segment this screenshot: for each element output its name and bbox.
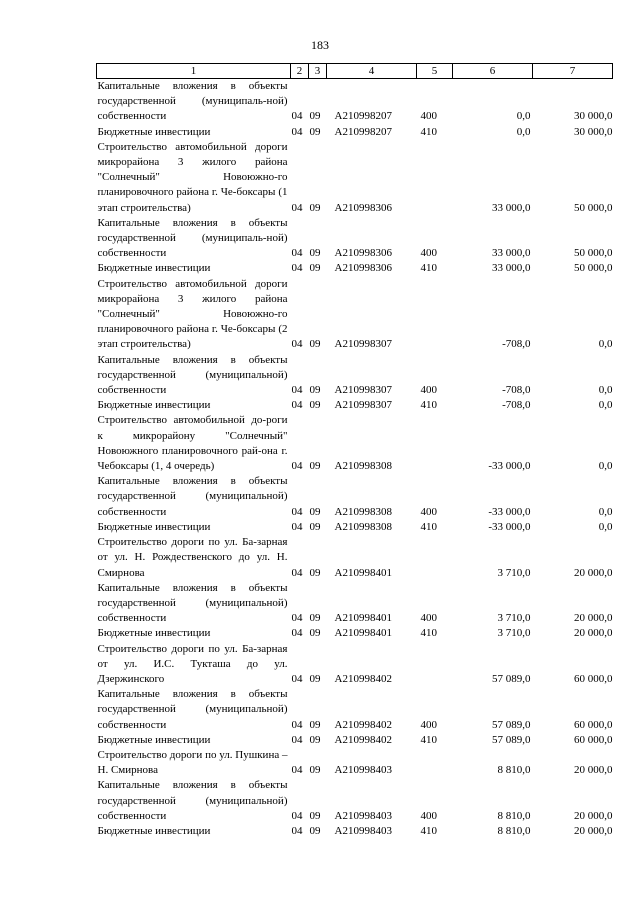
table-body (97, 79, 613, 840)
row-expense-type: 400 (420, 809, 437, 822)
table-header (97, 64, 613, 79)
row-subsection: 09 (309, 718, 321, 731)
table-row (97, 79, 613, 125)
row-section: 04 (291, 201, 303, 214)
column-header-4: 4 (327, 64, 417, 79)
table-row (97, 261, 613, 276)
row-target-code: А210998306 (334, 262, 392, 275)
row-subsection: 09 (309, 201, 321, 214)
row-target-code: А210998401 (334, 627, 392, 640)
row-expense-type: 400 (420, 612, 437, 625)
row-value-col7: 50 000,0 (574, 201, 613, 214)
row-name: Строительство дороги по ул. Ба-зарная от ул. Н. Рождественского до ул. Н. Смирнова (97, 536, 288, 579)
row-value-col6: -708,0 (502, 338, 531, 351)
row-value-col6: 57 089,0 (492, 718, 531, 731)
row-name: Капитальные вложения в объекты государственной (муниципаль-ной) собственности (97, 216, 288, 260)
row-name: Капитальные вложения в объекты государственной (муниципальной) собственности (97, 581, 288, 625)
row-expense-type: 410 (420, 262, 437, 275)
row-target-code: А210998401 (334, 566, 392, 579)
row-value-col6: -708,0 (502, 399, 531, 412)
row-name: Строительство автомобильной до-роги к микрорайону "Солнечный" Новоюжного планировочного рай-она г. Чебоксары (1, 4 очередь) (97, 414, 288, 473)
row-subsection: 09 (309, 460, 321, 473)
row-expense-type (417, 140, 453, 216)
row-target-code: А210998403 (334, 824, 392, 837)
row-target-code: А210998308 (334, 505, 392, 518)
row-value-col7: 0,0 (598, 399, 613, 412)
row-section: 04 (291, 612, 303, 625)
row-value-col7: 50 000,0 (574, 247, 613, 260)
row-expense-type (417, 277, 453, 353)
column-header-7: 7 (533, 64, 613, 79)
column-header-1: 1 (97, 64, 291, 79)
row-value-col7: 0,0 (598, 338, 613, 351)
table-row (97, 626, 613, 641)
row-section: 04 (291, 110, 303, 123)
row-name: Бюджетные инвестиции (97, 824, 211, 837)
row-subsection: 09 (309, 566, 321, 579)
row-value-col6: 57 089,0 (492, 733, 531, 746)
row-value-col7: 0,0 (598, 505, 613, 518)
row-subsection: 09 (309, 110, 321, 123)
row-target-code: А210998403 (334, 764, 392, 777)
row-target-code: А210998403 (334, 809, 392, 822)
row-subsection: 09 (309, 824, 321, 837)
row-subsection: 09 (309, 520, 321, 533)
row-section: 04 (291, 384, 303, 397)
row-target-code: А210998308 (334, 460, 392, 473)
row-value-col7: 0,0 (598, 520, 613, 533)
row-section: 04 (291, 718, 303, 731)
row-name: Строительство автомобильной дороги микрорайона 3 жилого района "Солнечный" Новоюжно-го планировочного района г. Че-боксары (1 этап строительства) (97, 140, 288, 214)
row-section: 04 (291, 125, 303, 138)
table-row (97, 216, 613, 262)
row-name: Капитальные вложения в объекты государственной (муниципальной) собственности (97, 779, 288, 822)
row-subsection: 09 (309, 672, 321, 685)
row-name: Бюджетные инвестиции (97, 733, 211, 746)
row-value-col6: 0,0 (516, 125, 531, 138)
row-value-col7: 20 000,0 (574, 627, 613, 640)
table-row (97, 733, 613, 748)
row-expense-type: 410 (420, 824, 437, 837)
row-value-col7: 30 000,0 (574, 110, 613, 123)
row-subsection: 09 (309, 338, 321, 351)
row-target-code: А210998307 (334, 338, 392, 351)
row-section: 04 (291, 262, 303, 275)
row-value-col7: 60 000,0 (574, 672, 613, 685)
row-section: 04 (291, 399, 303, 412)
row-name: Капитальные вложения в объекты государственной (муниципаль-ной) собственности (97, 80, 288, 123)
table-row (97, 535, 613, 581)
header-row (97, 64, 613, 79)
table-row (97, 398, 613, 413)
row-value-col6: 3 710,0 (497, 566, 531, 579)
row-value-col7: 30 000,0 (574, 125, 613, 138)
column-header-2: 2 (291, 64, 309, 79)
row-value-col6: 33 000,0 (492, 247, 531, 260)
row-value-col7: 20 000,0 (574, 612, 613, 625)
row-section: 04 (291, 733, 303, 746)
row-section: 04 (291, 460, 303, 473)
row-value-col6: -33 000,0 (488, 460, 531, 473)
row-target-code: А210998307 (334, 384, 392, 397)
row-subsection: 09 (309, 612, 321, 625)
row-value-col6: 33 000,0 (492, 262, 531, 275)
row-section: 04 (291, 566, 303, 579)
row-expense-type (417, 413, 453, 474)
column-header-5: 5 (417, 64, 453, 79)
row-name: Бюджетные инвестиции (97, 125, 211, 138)
row-expense-type: 400 (420, 718, 437, 731)
row-expense-type: 400 (420, 505, 437, 518)
row-value-col6: 3 710,0 (497, 612, 531, 625)
row-target-code: А210998307 (334, 399, 392, 412)
table-row (97, 413, 613, 474)
table-row (97, 687, 613, 733)
row-value-col7: 20 000,0 (574, 764, 613, 777)
row-section: 04 (291, 809, 303, 822)
row-value-col6: -33 000,0 (488, 520, 531, 533)
row-value-col7: 20 000,0 (574, 809, 613, 822)
row-target-code: А210998402 (334, 718, 392, 731)
table-row (97, 474, 613, 520)
row-subsection: 09 (309, 733, 321, 746)
page-number: 183 (311, 38, 329, 52)
row-subsection: 09 (309, 247, 321, 260)
row-name: Бюджетные инвестиции (97, 399, 211, 412)
row-value-col7: 0,0 (598, 384, 613, 397)
table-row (97, 140, 613, 216)
row-target-code: А210998402 (334, 672, 392, 685)
row-name: Бюджетные инвестиции (97, 627, 211, 640)
row-target-code: А210998401 (334, 612, 392, 625)
table-row (97, 581, 613, 627)
row-value-col7: 0,0 (598, 460, 613, 473)
row-section: 04 (291, 247, 303, 260)
row-name: Капитальные вложения в объекты государственной (муниципальной) собственности (97, 475, 288, 518)
table-row (97, 824, 613, 839)
row-value-col7: 60 000,0 (574, 733, 613, 746)
row-subsection: 09 (309, 505, 321, 518)
row-subsection: 09 (309, 399, 321, 412)
table-row (97, 277, 613, 353)
row-value-col6: 0,0 (516, 110, 531, 123)
row-value-col7: 20 000,0 (574, 566, 613, 579)
table-row (97, 778, 613, 824)
row-name: Бюджетные инвестиции (97, 262, 211, 275)
row-expense-type: 410 (420, 733, 437, 746)
row-value-col7: 20 000,0 (574, 824, 613, 837)
row-name: Строительство дороги по ул. Ба-зарная от ул. И.С. Тукташа до ул. Дзержинского (97, 642, 288, 685)
row-expense-type: 410 (420, 125, 437, 138)
row-section: 04 (291, 338, 303, 351)
row-target-code: А210998207 (334, 110, 392, 123)
row-section: 04 (291, 672, 303, 685)
row-value-col7: 60 000,0 (574, 718, 613, 731)
row-expense-type (417, 642, 453, 688)
row-name: Строительство автомобильной дороги микрорайона 3 жилого района "Солнечный" Новоюжно-го планировочного района г. Че-боксары (2 этап строительства) (97, 277, 288, 351)
row-subsection: 09 (309, 262, 321, 275)
row-expense-type: 410 (420, 399, 437, 412)
row-section: 04 (291, 824, 303, 837)
row-section: 04 (291, 520, 303, 533)
column-header-6: 6 (453, 64, 533, 79)
row-name: Строительство дороги по ул. Пушкина – Н. Смирнова (97, 748, 288, 777)
table-row (97, 748, 613, 778)
row-subsection: 09 (309, 384, 321, 397)
table-row (97, 353, 613, 399)
row-subsection: 09 (309, 125, 321, 138)
row-target-code: А210998207 (334, 125, 392, 138)
row-target-code: А210998308 (334, 520, 392, 533)
row-value-col7: 50 000,0 (574, 262, 613, 275)
row-expense-type: 410 (420, 627, 437, 640)
row-name: Бюджетные инвестиции (97, 520, 211, 533)
row-name: Капитальные вложения в объекты государственной (муниципальной) собственности (97, 353, 288, 397)
row-expense-type: 400 (420, 110, 437, 123)
row-name: Капитальные вложения в объекты государственной (муниципальной) собственности (97, 688, 288, 731)
row-target-code: А210998402 (334, 733, 392, 746)
row-value-col6: 8 810,0 (497, 824, 531, 837)
row-value-col6: 33 000,0 (492, 201, 531, 214)
row-section: 04 (291, 505, 303, 518)
table-row (97, 642, 613, 688)
row-target-code: А210998306 (334, 201, 392, 214)
row-expense-type: 400 (420, 247, 437, 260)
row-value-col6: 3 710,0 (497, 627, 531, 640)
row-value-col6: 8 810,0 (497, 764, 531, 777)
row-expense-type: 410 (420, 520, 437, 533)
column-header-3: 3 (309, 64, 327, 79)
row-expense-type: 400 (420, 384, 437, 397)
budget-table (96, 63, 613, 839)
row-subsection: 09 (309, 809, 321, 822)
table-row (97, 520, 613, 535)
row-value-col6: -708,0 (502, 384, 531, 397)
row-section: 04 (291, 627, 303, 640)
row-expense-type (417, 535, 453, 581)
row-value-col6: 8 810,0 (497, 809, 531, 822)
row-expense-type (417, 748, 453, 778)
table-row (97, 125, 613, 140)
row-section: 04 (291, 764, 303, 777)
row-target-code: А210998306 (334, 247, 392, 260)
row-value-col6: 57 089,0 (492, 672, 531, 685)
row-subsection: 09 (309, 764, 321, 777)
row-value-col6: -33 000,0 (488, 505, 531, 518)
row-subsection: 09 (309, 627, 321, 640)
